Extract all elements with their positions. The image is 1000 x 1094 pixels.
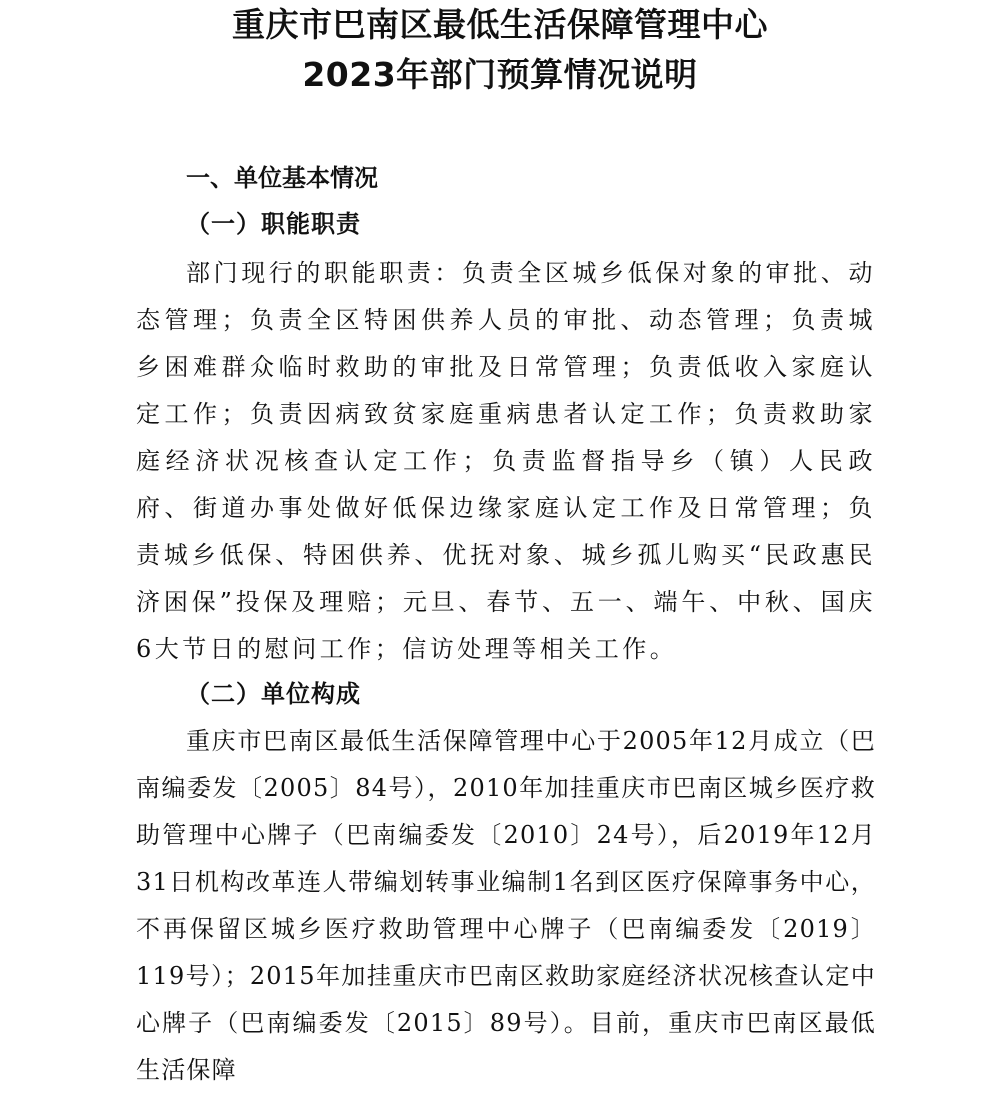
section-heading-basic-info: 一、单位基本情况 xyxy=(186,164,378,192)
document-title-line2: 2023年部门预算情况说明 xyxy=(302,55,698,94)
document-title-line1: 重庆市巴南区最低生活保障管理中心 xyxy=(232,5,768,44)
paragraph-composition: 重庆市巴南区最低生活保障管理中心于2005年12月成立（巴南编委发〔2005〕84号），2010年加挂重庆市巴南区城乡医疗救助管理中心牌子（巴南编委发〔2010〕24号），后2019年12月31日机构改革连人带编划转事业编制1名到区医疗保障事务中心，不再保留区城乡医疗救助管理中心牌子（巴南编委发〔2019〕119号）；2015年加挂重庆市巴南区救助家庭经济状况核查认定中心牌子（巴南编委发〔2015〕89号）。目前，重庆市巴南区最低生活保障 xyxy=(136,727,876,1084)
paragraph-duties: 部门现行的职能职责：负责全区城乡低保对象的审批、动态管理；负责全区特困供养人员的审批、动态管理；负责城乡困难群众临时救助的审批及日常管理；负责低收入家庭认定工作；负责因病致贫家庭重病患者认定工作；负责救助家庭经济状况核查认定工作；负责监督指导乡（镇）人民政府、街道办事处做好低保边缘家庭认定工作及日常管理；负责城乡低保、特困供养、优抚对象、城乡孤儿购买“民政惠民济困保”投保及理赔；元旦、春节、五一、端午、中秋、国庆6大节日的慰问工作；信访处理等相关工作。 xyxy=(136,259,876,663)
subsection-heading-duties: （一）职能职责 xyxy=(186,210,361,238)
subsection-heading-composition: （二）单位构成 xyxy=(186,680,361,708)
